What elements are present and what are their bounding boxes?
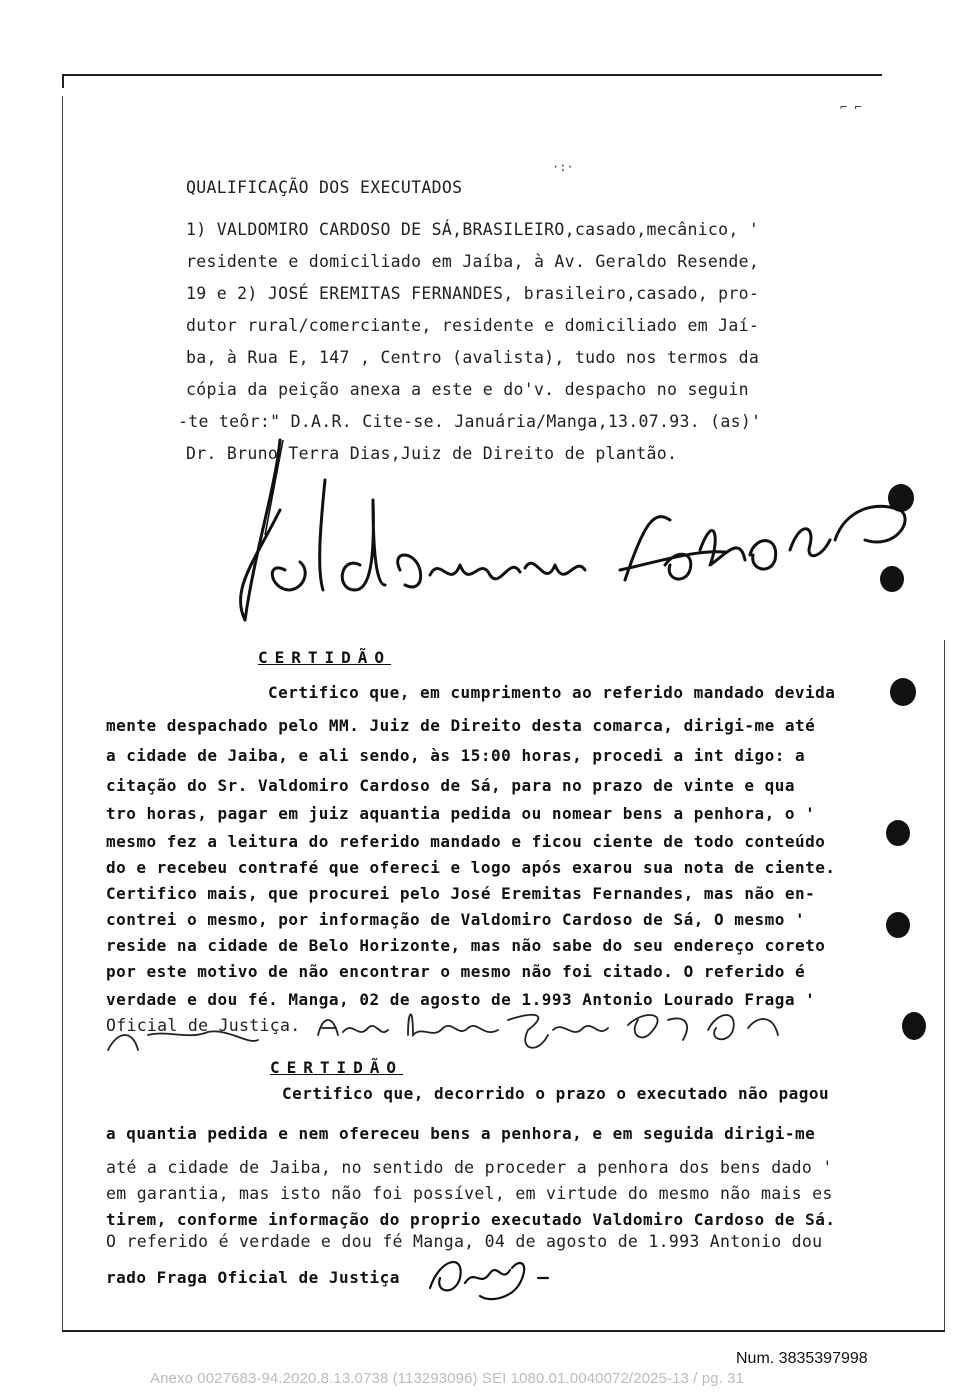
punch-hole-blot (902, 1012, 926, 1040)
annex-reference: Anexo 0027683-94.2020.8.13.0738 (113293096) SEI 1080.01.0040072/2025-13 / pg. 31 (150, 1370, 745, 1387)
scan-speck: ⌐ ⌐ (840, 100, 862, 114)
signature-valdomiro (225, 440, 925, 640)
certidao-line: em garantia, mas isto não foi possível, em virtude do mesmo não mais es (106, 1184, 833, 1203)
qualification-line: dutor rural/comerciante, residente e domiciliado em Jaí- (186, 316, 760, 335)
certidao-line: a quantia pedida e nem ofereceu bens a penhora, e em seguida dirigi-me (106, 1124, 816, 1143)
punch-hole-blot (890, 678, 916, 706)
document-number: Num. 3835397998 (736, 1350, 868, 1367)
page-frame-top (62, 74, 882, 76)
certidao-line: do e recebeu contrafé que ofereci e logo após exarou sua nota de ciente. (106, 858, 836, 877)
punch-hole-blot (888, 484, 914, 512)
page-frame-left (62, 96, 63, 1331)
certidao-line: Certifico que, em cumprimento ao referido mandado devida (268, 683, 836, 702)
page-frame-bottom (62, 1330, 945, 1332)
signature-oficial-1 (108, 1000, 828, 1060)
page-frame-tick (62, 74, 64, 88)
punch-hole-blot (880, 566, 904, 592)
certidao-heading: CERTIDÃO (270, 1058, 404, 1077)
page-frame-right (944, 640, 945, 1330)
certidao-line: Certifico mais, que procurei pelo José Eremitas Fernandes, mas não en- (106, 884, 816, 903)
certidao-line: tirem, conforme informação do proprio executado Valdomiro Cardoso de Sá. (106, 1210, 836, 1229)
certidao-line: citação do Sr. Valdomiro Cardoso de Sá, para no prazo de vinte e qua (106, 776, 796, 795)
punch-hole-blot (886, 820, 910, 846)
qualification-line: cópia da peição anexa a este e do'v. despacho no seguin (186, 380, 749, 399)
certidao-line: mente despachado pelo MM. Juiz de Direito desta comarca, dirigi-me até (106, 716, 816, 735)
punch-hole-blot (886, 912, 910, 938)
qualification-line: -te teôr:" D.A.R. Cite-se. Januária/Manga,13.07.93. (as)' (178, 412, 762, 431)
signature-oficial-2 (420, 1248, 560, 1308)
certidao-line: mesmo fez a leitura do referido mandado e ficou ciente de todo conteúdo (106, 832, 826, 851)
certidao-line: Oficial de Justiça. (106, 1016, 301, 1035)
scan-speck: ·:· (552, 160, 574, 174)
qualification-line: ba, à Rua E, 147 , Centro (avalista), tudo nos termos da (186, 348, 760, 367)
qualification-line: Dr. Bruno Terra Dias,Juiz de Direito de plantão. (186, 444, 678, 463)
certidao-line: O referido é verdade e dou fé Manga, 04 de agosto de 1.993 Antonio dou (106, 1232, 823, 1251)
certidao-line: por este motivo de não encontrar o mesmo não foi citado. O referido é (106, 962, 806, 981)
certidao-line: Certifico que, decorrido o prazo o executado não pagou (282, 1084, 830, 1103)
qualification-line: 19 e 2) JOSÉ EREMITAS FERNANDES, brasileiro,casado, pro- (186, 284, 760, 303)
certidao-line: contrei o mesmo, por informação de Valdomiro Cardoso de Sá, O mesmo ' (106, 910, 806, 929)
document-title: QUALIFICAÇÃO DOS EXECUTADOS (186, 178, 463, 197)
qualification-line: residente e domiciliado em Jaíba, à Av. Geraldo Resende, (186, 252, 760, 271)
qualification-line: 1) VALDOMIRO CARDOSO DE SÁ,BRASILEIRO,casado,mecânico, ' (186, 220, 760, 239)
certidao-heading: CERTIDÃO (258, 648, 392, 667)
certidao-line: reside na cidade de Belo Horizonte, mas não sabe do seu endereço coreto (106, 936, 826, 955)
certidao-line: rado Fraga Oficial de Justiça (106, 1268, 400, 1287)
certidao-line: a cidade de Jaiba, e ali sendo, às 15:00 horas, procedi a int digo: a (106, 746, 806, 765)
certidao-line: até a cidade de Jaiba, no sentido de proceder a penhora dos bens dado ' (106, 1158, 833, 1177)
certidao-line: tro horas, pagar em juiz aquantia pedida ou nomear bens a penhora, o ' (106, 804, 816, 823)
certidao-line: verdade e dou fé. Manga, 02 de agosto de 1.993 Antonio Lourado Fraga ' (106, 990, 816, 1009)
